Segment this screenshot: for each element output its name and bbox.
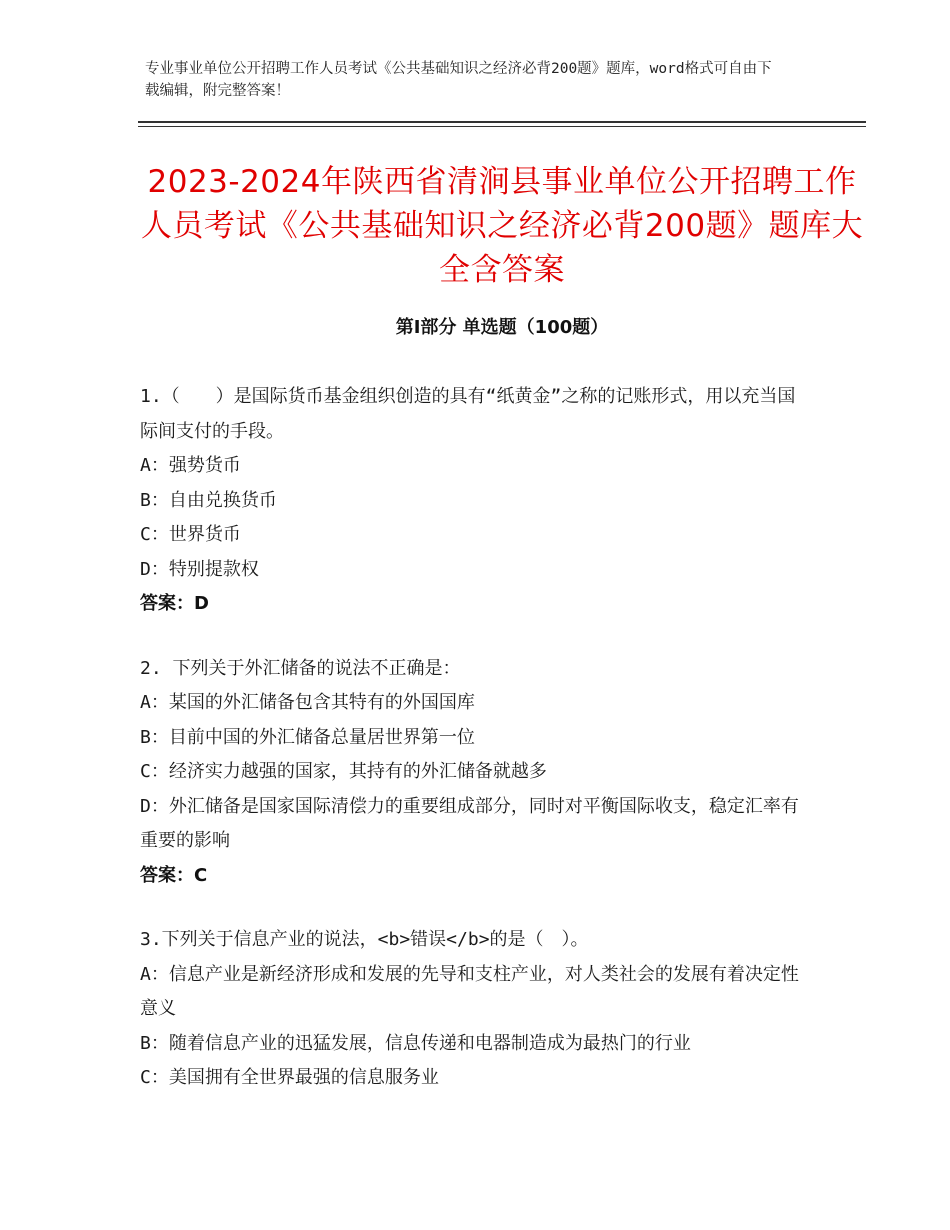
question-stem: 3.下列关于信息产业的说法，<b>错误</b>的是（ ）。 [140,929,589,950]
header-rule-thin [138,126,866,127]
option-d: D：外汇储备是国家国际清偿力的重要组成部分，同时对平衡国际收支，稳定汇率有重要的影响 [140,795,799,851]
question-1 [140,380,812,622]
question-stem: 2. 下列关于外汇储备的说法不正确是： [140,657,461,679]
question-3 [140,923,812,1096]
header-rule-thick [138,121,866,123]
question-stem: 1.（ ）是国际货币基金组织创造的具有“纸黄金”之称的记账形式，用以充当国际间支付的手段。 [140,386,796,442]
header-note: 专业事业单位公开招聘工作人员考试《公共基础知识之经济必背200题》题库，word格式可自由下载编辑，附完整答案！ [145,61,772,99]
option-b: B：自由兑换货币 [140,489,277,511]
document-title: 2023-2024年陕西省清涧县事业单位公开招聘工作人员考试《公共基础知识之经济必背200题》题库大全含答案 [140,164,864,288]
option-a: A：信息产业是新经济形成和发展的先导和支柱产业，对人类社会的发展有着决定性意义 [140,963,799,1019]
option-c: C：美国拥有全世界最强的信息服务业 [140,1067,439,1088]
option-b: B：随着信息产业的迅猛发展，信息传递和电器制造成为最热门的行业 [140,1032,691,1054]
question-list [140,380,812,1126]
option-c: C：经济实力越强的国家，其持有的外汇储备就越多 [140,761,547,782]
option-d: D：特别提款权 [140,558,259,580]
section-title: 第Ⅰ部分 单选题（100题） [395,317,609,338]
option-a: A：强势货币 [140,455,241,476]
option-b: B：目前中国的外汇储备总量居世界第一位 [140,726,475,748]
option-c: C：世界货币 [140,524,241,545]
option-a: A：某国的外汇储备包含其特有的外国国库 [140,692,475,713]
question-2 [140,652,812,894]
answer: 答案：C [140,864,208,886]
answer: 答案：D [140,593,209,614]
